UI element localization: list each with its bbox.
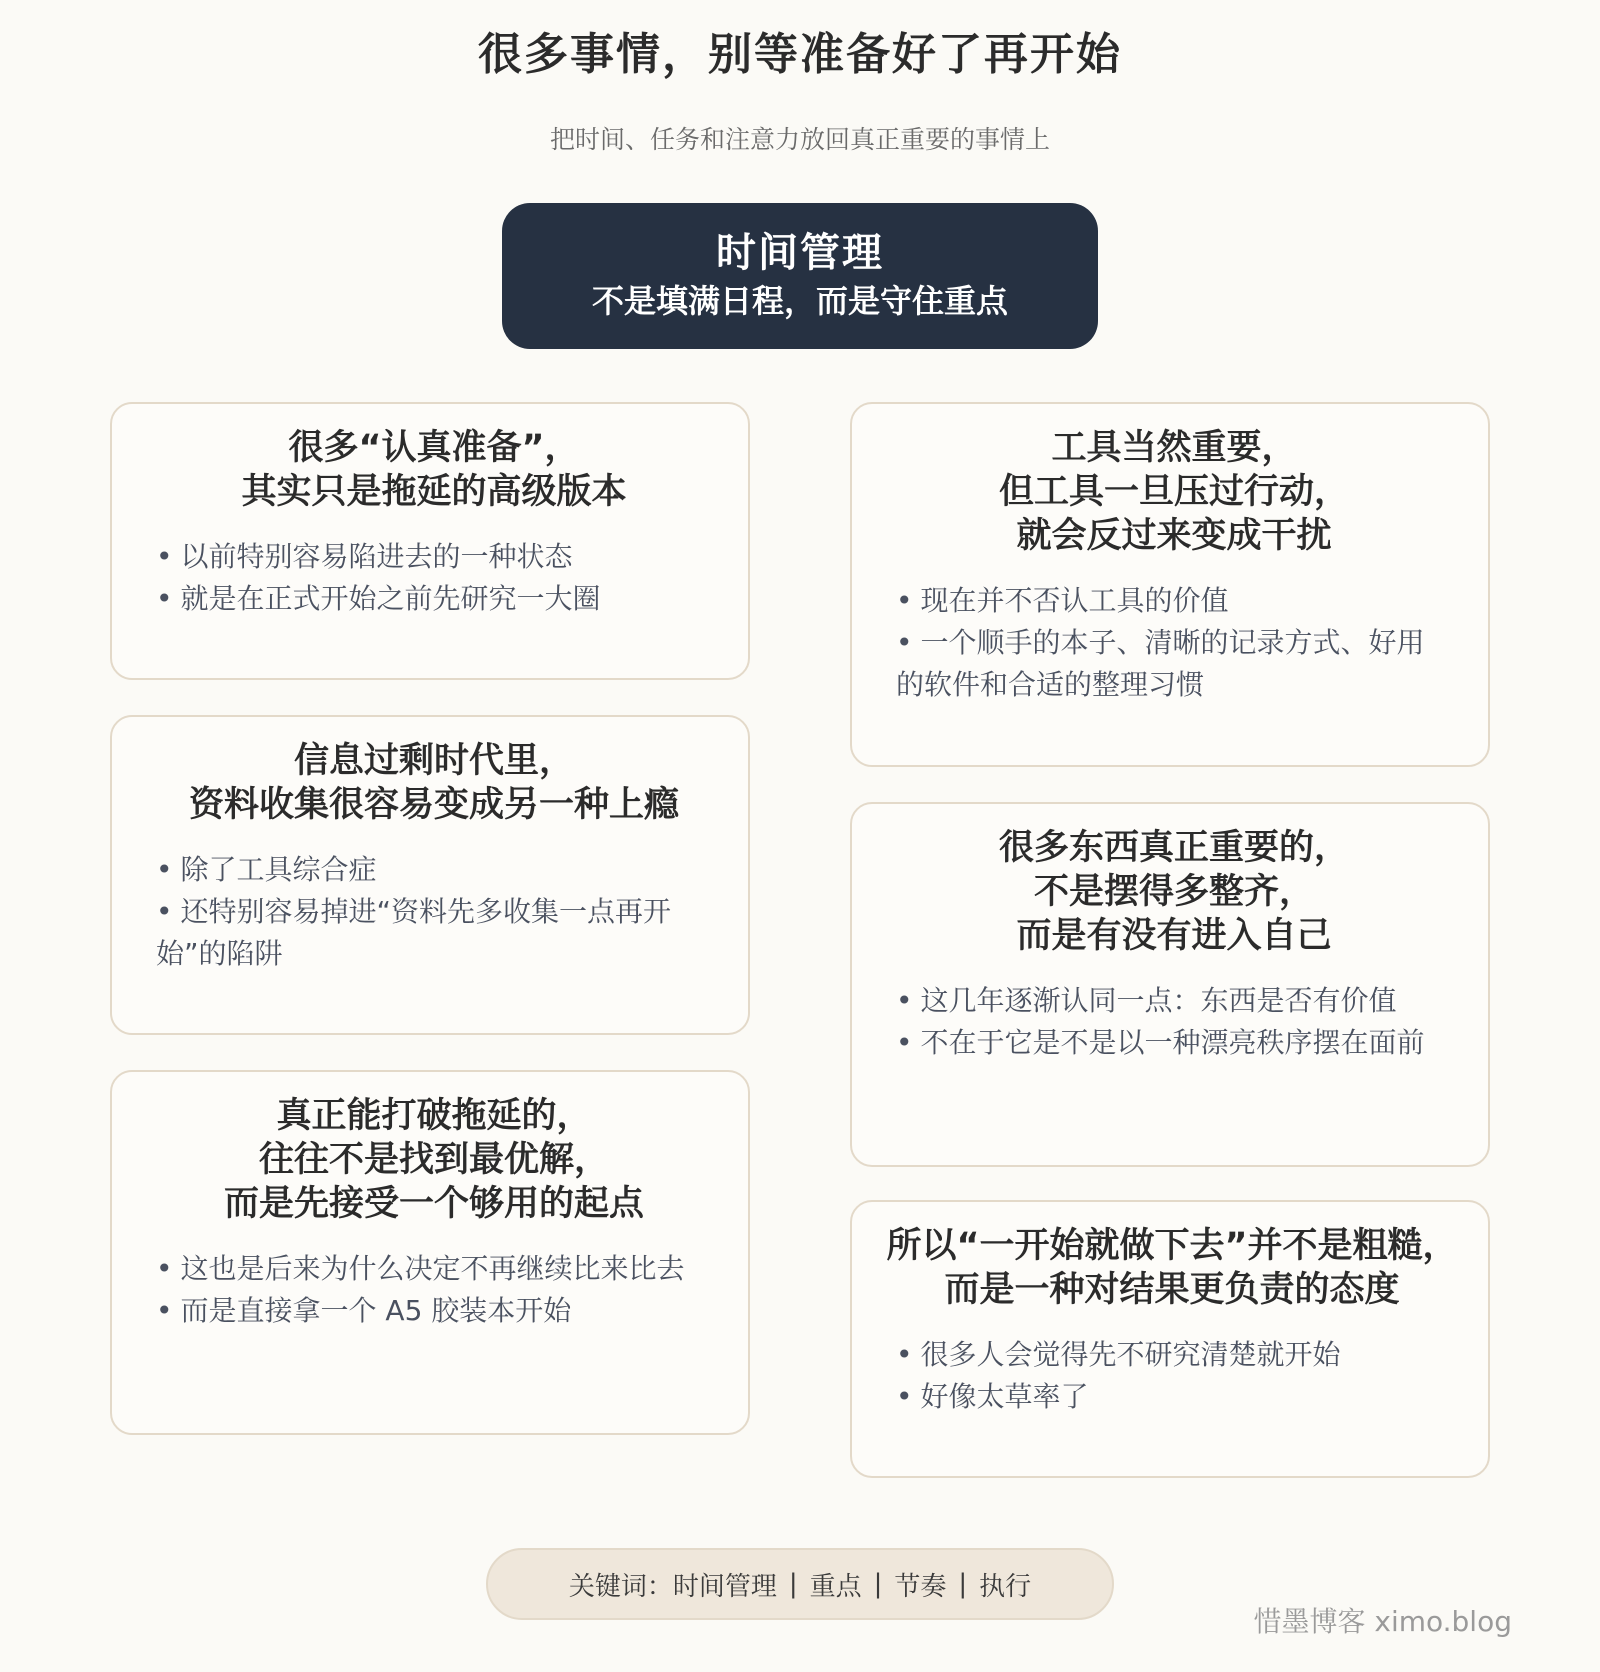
- card-bullets: [886, 1334, 1458, 1418]
- bullet-text: 这几年逐渐认同一点：东西是否有价值: [920, 984, 1397, 1017]
- bullet-icon: •: [156, 582, 173, 615]
- card-bullets: [156, 849, 712, 975]
- card-tools: [850, 402, 1490, 767]
- keyword-separator: |: [788, 1569, 798, 1599]
- keywords-pill: [486, 1548, 1114, 1620]
- keyword-tag: 节奏: [894, 1571, 947, 1602]
- bullet-icon: •: [896, 1338, 913, 1371]
- bullet-icon: •: [156, 853, 173, 886]
- bullet-item: [156, 891, 712, 975]
- hero-title: 时间管理: [716, 230, 884, 276]
- bullet-item: [156, 578, 712, 620]
- bullet-text: 很多人会觉得先不研究清楚就开始: [920, 1338, 1341, 1371]
- bullet-text: 好像太草率了: [920, 1380, 1089, 1413]
- page-subtitle: 把时间、任务和注意力放回真正重要的事情上: [549, 125, 1050, 154]
- bullet-item: [156, 536, 712, 578]
- bullet-item: [156, 1248, 712, 1290]
- card-title: 很多“认真准备”， 其实只是拖延的高级版本: [241, 428, 627, 512]
- card-bullets: [156, 536, 712, 620]
- keyword-tag: 重点: [809, 1571, 862, 1602]
- bullet-text: 还特别容易掉进“资料先多收集一点再开始”的陷阱: [156, 895, 672, 970]
- card-title: 工具当然重要， 但工具一旦压过行动， 就会反过来变成干扰: [998, 428, 1349, 556]
- card-breakthrough: [110, 1070, 750, 1435]
- hero-subtitle: 不是填满日程，而是守住重点: [591, 282, 1008, 320]
- bullet-text: 以前特别容易陷进去的一种状态: [180, 540, 573, 573]
- page-title: 很多事情，别等准备好了再开始: [478, 29, 1122, 80]
- bullet-item: [896, 622, 1452, 706]
- keyword-separator: |: [873, 1569, 883, 1599]
- card-preparation: [110, 402, 750, 680]
- bullet-item: [156, 1290, 712, 1332]
- keywords-label: 关键词：: [568, 1571, 673, 1602]
- card-information: [110, 715, 750, 1035]
- bullet-text: 不在于它是不是以一种漂亮秩序摆在面前: [920, 1026, 1425, 1059]
- watermark: 惜墨博客 ximo.blog: [1253, 1605, 1512, 1638]
- bullet-item: [896, 580, 1452, 622]
- keyword-separator: |: [958, 1569, 968, 1599]
- keyword-tag: 执行: [979, 1571, 1032, 1602]
- card-title: 所以“一开始就做下去”并不是粗糙，而是一种对结果更负责的态度: [886, 1226, 1458, 1310]
- keyword-tag: 时间管理: [672, 1571, 777, 1602]
- bullet-text: 现在并不否认工具的价值: [920, 584, 1229, 617]
- bullet-text: 一个顺手的本子、清晰的记录方式、好用的软件和合适的整理习惯: [896, 626, 1425, 701]
- card-bullets: [156, 1248, 712, 1332]
- bullet-item: [896, 980, 1452, 1022]
- bullet-text: 这也是后来为什么决定不再继续比来比去: [180, 1252, 685, 1285]
- hero-box: [502, 203, 1098, 349]
- bullet-item: [896, 1022, 1452, 1064]
- card-bullets: [896, 980, 1452, 1064]
- bullet-icon: •: [156, 1294, 173, 1327]
- bullet-icon: •: [896, 1380, 913, 1413]
- card-title: 很多东西真正重要的， 不是摆得多整齐， 而是有没有进入自己: [998, 828, 1349, 956]
- bullet-icon: •: [896, 1026, 913, 1059]
- bullet-text: 除了工具综合症: [180, 853, 377, 886]
- card-start: [850, 1200, 1490, 1478]
- card-importance: [850, 802, 1490, 1167]
- card-title: 信息过剩时代里， 资料收集很容易变成另一种上瘾: [188, 741, 679, 825]
- bullet-icon: •: [156, 895, 173, 928]
- bullet-icon: •: [156, 540, 173, 573]
- bullet-item: [896, 1376, 1458, 1418]
- card-bullets: [896, 580, 1452, 706]
- bullet-icon: •: [896, 984, 913, 1017]
- bullet-icon: •: [896, 584, 913, 617]
- bullet-icon: •: [156, 1252, 173, 1285]
- bullet-item: [156, 849, 712, 891]
- bullet-item: [896, 1334, 1458, 1376]
- bullet-text: 就是在正式开始之前先研究一大圈: [180, 582, 601, 615]
- bullet-text: 而是直接拿一个 A5 胶装本开始: [180, 1294, 572, 1327]
- bullet-icon: •: [896, 626, 913, 659]
- card-title: 真正能打破拖延的， 往往不是找到最优解， 而是先接受一个够用的起点: [223, 1096, 644, 1224]
